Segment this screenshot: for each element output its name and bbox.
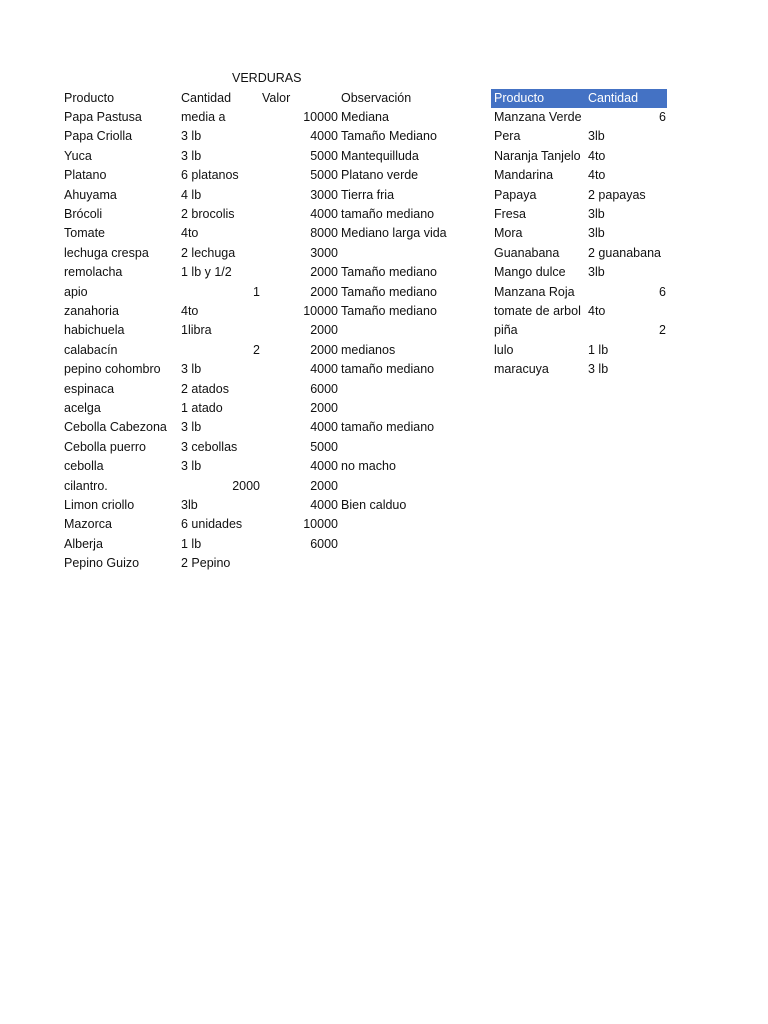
veg-valor: 6000 (310, 382, 338, 396)
fruit-cantidad: 3lb (588, 226, 605, 240)
veg-cantidad: 4 lb (181, 188, 202, 202)
veg-producto: Cebolla puerro (64, 440, 146, 454)
veg-valor: 2000 (310, 285, 338, 299)
fruit-row (0, 147, 768, 166)
veg-cantidad: 1 lb y 1/2 (181, 265, 232, 279)
veg-valor: 10000 (303, 304, 338, 318)
fruit-header-row (491, 89, 667, 108)
veg-valor: 8000 (310, 226, 338, 240)
veg-producto: apio (64, 285, 88, 299)
veg-valor: 10000 (303, 110, 338, 124)
veg-observacion: Tamaño Mediano (341, 129, 437, 143)
fruit-row (0, 283, 768, 302)
veg-valor: 2000 (310, 343, 338, 357)
veg-cantidad: 3 lb (181, 149, 202, 163)
veg-producto: cilantro. (64, 479, 108, 493)
veg-cantidad: 2 atados (181, 382, 229, 396)
veg-observacion: tamaño mediano (341, 207, 435, 221)
veg-producto: espinaca (64, 382, 115, 396)
fruit-producto: piña (494, 323, 518, 337)
veg-cantidad: 3lb (181, 498, 198, 512)
veg-producto: Yuca (64, 149, 92, 163)
veg-cantidad-num: 1 (253, 285, 260, 299)
veg-producto: Cebolla Cabezona (64, 420, 167, 434)
veg-row (0, 399, 768, 418)
fruit-row (0, 127, 768, 146)
fruit-producto: Fresa (494, 207, 526, 221)
veg-cantidad: 2 Pepino (181, 556, 231, 570)
fruit-producto: Guanabana (494, 246, 560, 260)
veg-producto: Tomate (64, 226, 105, 240)
veg-producto: zanahoria (64, 304, 119, 318)
fruit-cantidad: 3lb (588, 129, 605, 143)
veg-valor: 4000 (310, 362, 338, 376)
fruit-row (0, 360, 768, 379)
sheet-title: VERDURAS (232, 71, 302, 85)
veg-cantidad: 3 cebollas (181, 440, 238, 454)
fruit-row (0, 321, 768, 340)
veg-cantidad: media a (181, 110, 226, 124)
veg-row (0, 554, 768, 573)
veg-row (0, 477, 768, 496)
veg-observacion: Tierra fria (341, 188, 395, 202)
fruit-row (0, 244, 768, 263)
veg-row (0, 515, 768, 534)
veg-row (0, 457, 768, 476)
veg-cantidad-num: 2 (253, 343, 260, 357)
fruit-row (0, 224, 768, 243)
veg-row (0, 496, 768, 515)
fruit-cantidad: 4to (588, 304, 606, 318)
veg-row (0, 535, 768, 554)
fruit-producto: Pera (494, 129, 521, 143)
veg-producto: Platano (64, 168, 107, 182)
veg-observacion: Bien calduo (341, 498, 407, 512)
veg-valor: 4000 (310, 498, 338, 512)
veg-valor: 5000 (310, 168, 338, 182)
veg-cantidad: 4to (181, 304, 199, 318)
veg-valor: 3000 (310, 246, 338, 260)
veg-valor: 2000 (310, 479, 338, 493)
fruit-cantidad-num: 2 (659, 323, 666, 337)
veg-producto: remolacha (64, 265, 123, 279)
veg-observacion: no macho (341, 459, 396, 473)
fruit-row (0, 263, 768, 282)
veg-cantidad: 4to (181, 226, 199, 240)
fruit-cantidad: 2 papayas (588, 188, 646, 202)
fruit-row (0, 341, 768, 360)
veg-cantidad: 6 platanos (181, 168, 239, 182)
veg-observacion: Tamaño mediano (341, 285, 437, 299)
veg-cantidad: 3 lb (181, 420, 202, 434)
fruit-cantidad-num: 6 (659, 285, 666, 299)
veg-header-producto: Producto (64, 91, 115, 105)
fruit-cantidad: 2 guanabana (588, 246, 661, 260)
veg-row (0, 380, 768, 399)
veg-valor: 5000 (310, 149, 338, 163)
fruit-cantidad: 1 lb (588, 343, 609, 357)
fruit-cantidad: 3 lb (588, 362, 609, 376)
veg-cantidad: 2 brocolis (181, 207, 235, 221)
veg-cantidad: 6 unidades (181, 517, 243, 531)
veg-producto: habichuela (64, 323, 125, 337)
fruit-cantidad: 3lb (588, 207, 605, 221)
veg-valor: 10000 (303, 517, 338, 531)
fruit-cantidad: 4to (588, 149, 606, 163)
veg-valor: 4000 (310, 459, 338, 473)
fruit-producto: Manzana Roja (494, 285, 575, 299)
fruit-producto: Papaya (494, 188, 537, 202)
veg-valor: 2000 (310, 323, 338, 337)
fruit-producto: Manzana Verde (494, 110, 582, 124)
veg-cantidad: 1libra (181, 323, 212, 337)
veg-row (0, 418, 768, 437)
veg-cantidad: 2 lechuga (181, 246, 236, 260)
veg-cantidad: 1 atado (181, 401, 223, 415)
veg-valor: 2000 (310, 265, 338, 279)
veg-producto: Ahuyama (64, 188, 117, 202)
fruit-producto: Naranja Tanjelo (494, 149, 581, 163)
veg-observacion: tamaño mediano (341, 362, 435, 376)
fruit-producto: Mango dulce (494, 265, 566, 279)
veg-observacion: Mediano larga vida (341, 226, 447, 240)
veg-cantidad: 1 lb (181, 537, 202, 551)
veg-cantidad: 3 lb (181, 129, 202, 143)
veg-valor: 4000 (310, 129, 338, 143)
veg-producto: cebolla (64, 459, 104, 473)
veg-cantidad: 3 lb (181, 459, 202, 473)
veg-observacion: Tamaño mediano (341, 304, 437, 318)
fruit-producto: lulo (494, 343, 514, 357)
veg-observacion: tamaño mediano (341, 420, 435, 434)
veg-observacion: Tamaño mediano (341, 265, 437, 279)
veg-header-valor: Valor (262, 91, 291, 105)
fruit-cantidad: 4to (588, 168, 606, 182)
fruit-header-producto: Producto (494, 91, 545, 105)
veg-producto: calabacín (64, 343, 118, 357)
veg-producto: Papa Pastusa (64, 110, 142, 124)
fruit-row (0, 108, 768, 127)
fruit-producto: Mora (494, 226, 523, 240)
fruit-row (0, 166, 768, 185)
fruit-row (0, 186, 768, 205)
veg-producto: Mazorca (64, 517, 112, 531)
veg-producto: Alberja (64, 537, 103, 551)
veg-observacion: Mediana (341, 110, 389, 124)
fruit-header-cantidad: Cantidad (588, 91, 639, 105)
veg-observacion: medianos (341, 343, 396, 357)
fruit-cantidad-num: 6 (659, 110, 666, 124)
veg-valor: 4000 (310, 420, 338, 434)
fruit-row (0, 302, 768, 321)
fruit-producto: maracuya (494, 362, 549, 376)
veg-valor: 3000 (310, 188, 338, 202)
veg-header-cantidad: Cantidad (181, 91, 232, 105)
veg-producto: Papa Criolla (64, 129, 133, 143)
fruit-producto: Mandarina (494, 168, 554, 182)
fruit-cantidad: 3lb (588, 265, 605, 279)
veg-producto: pepino cohombro (64, 362, 161, 376)
veg-producto: acelga (64, 401, 101, 415)
veg-producto: Limon criollo (64, 498, 135, 512)
veg-producto: lechuga crespa (64, 246, 149, 260)
veg-valor: 4000 (310, 207, 338, 221)
veg-cantidad-num: 2000 (232, 479, 260, 493)
veg-valor: 2000 (310, 401, 338, 415)
veg-observacion: Mantequilluda (341, 149, 419, 163)
veg-header-observacion: Observación (341, 91, 412, 105)
veg-producto: Brócoli (64, 207, 103, 221)
veg-cantidad: 3 lb (181, 362, 202, 376)
veg-row (0, 438, 768, 457)
veg-producto: Pepino Guizo (64, 556, 140, 570)
veg-valor: 6000 (310, 537, 338, 551)
veg-observacion: Platano verde (341, 168, 419, 182)
fruit-producto: tomate de arbol (494, 304, 581, 318)
fruit-row (0, 205, 768, 224)
veg-valor: 5000 (310, 440, 338, 454)
